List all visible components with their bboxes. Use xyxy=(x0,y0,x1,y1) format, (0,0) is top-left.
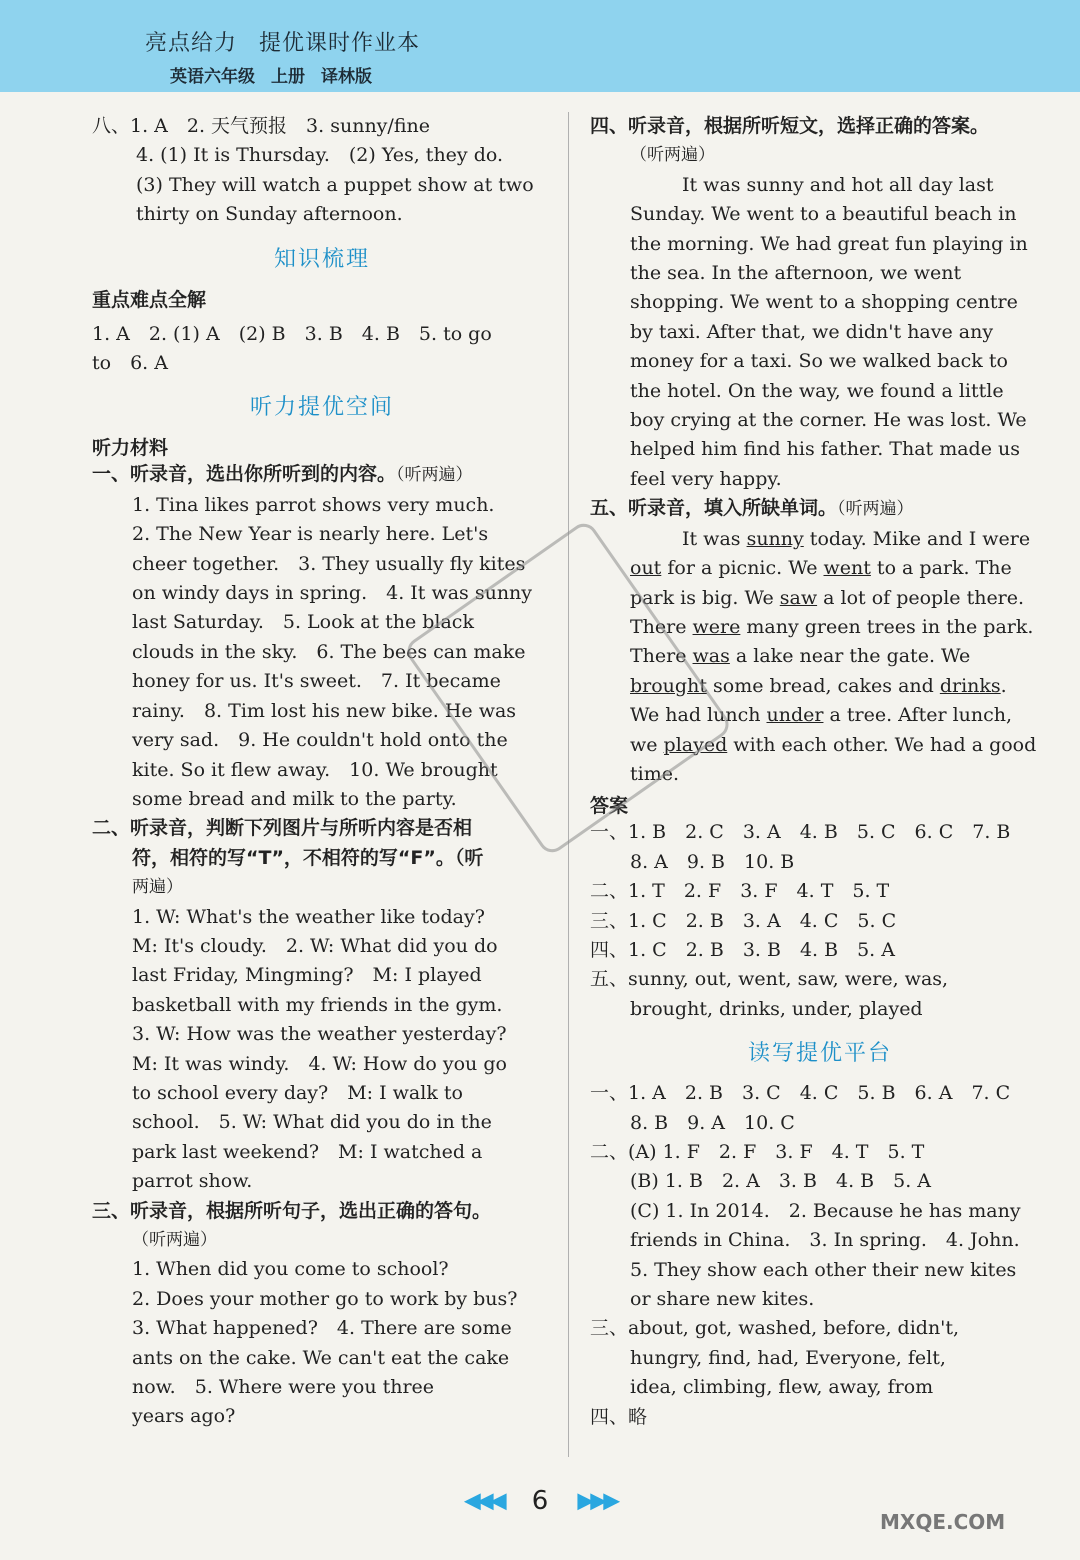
passage-line: the hotel. On the way, we found a little xyxy=(630,379,1004,402)
page-number: 6 xyxy=(531,1486,549,1516)
answer-line: 三、1. C 2. B 3. A 4. C 5. C xyxy=(590,909,897,932)
cloze-line: we played with each other. We had a good xyxy=(630,733,1037,756)
transcript-line: on windy days in spring. 4. It was sunny xyxy=(132,582,533,605)
transcript-line: last Saturday. 5. Look at the black xyxy=(132,611,474,634)
question-heading: 四、听录音，根据所听短文，选择正确的答案。 xyxy=(590,115,990,137)
transcript-line: parrot show. xyxy=(132,1170,253,1193)
series-name: 亮点给力 xyxy=(145,31,238,56)
transcript-line: honey for us. It's sweet. 7. It became xyxy=(132,670,501,693)
answer-line: 四、1. C 2. B 3. B 4. B 5. A xyxy=(590,938,895,961)
cloze-line: time. xyxy=(630,762,680,785)
book-title: 提优课时作业本 xyxy=(259,31,421,56)
subsection-title-answers: 答案 xyxy=(590,795,629,818)
passage-line: feel very happy. xyxy=(630,467,782,490)
cloze-line: There were many green trees in the park. xyxy=(630,615,1034,638)
answer-line: 4. (1) It is Thursday. (2) Yes, they do. xyxy=(136,144,504,167)
question-note: （听两遍） xyxy=(132,1230,217,1250)
answer-line: (3) They will watch a puppet show at two xyxy=(136,173,534,196)
answer-line: 一、1. A 2. B 3. C 4. C 5. B 6. A 7. C xyxy=(590,1082,1011,1105)
transcript-line: ants on the cake. We can't eat the cake xyxy=(132,1346,510,1369)
transcript-line: 3. W: How was the weather yesterday? xyxy=(132,1023,507,1046)
question-heading: 三、听录音，根据所听句子，选出正确的答句。 xyxy=(92,1199,492,1222)
watermark-logo: MXQE.COM xyxy=(880,1510,1006,1534)
question-note: （听两遍） xyxy=(630,145,715,166)
answer-line: hungry, find, had, Everyone, felt, xyxy=(630,1346,946,1369)
subsection-title-keypoints: 重点难点全解 xyxy=(92,288,207,311)
answer-line: 1. A 2. (1) A (2) B 3. B 4. B 5. to go xyxy=(92,322,492,345)
answer-line: 二、(A) 1. F 2. F 3. F 4. T 5. T xyxy=(590,1141,925,1163)
answer-line: to 6. A xyxy=(92,352,168,375)
answer-line: 八、1. A 2. 天气预报 3. sunny/fine xyxy=(92,115,430,137)
cloze-line: We had lunch under a tree. After lunch, xyxy=(630,704,1013,727)
volume-label: 上册 xyxy=(271,67,305,87)
answer-line: (B) 1. B 2. A 3. B 4. B 5. A xyxy=(630,1170,931,1193)
passage-line: It was sunny and hot all day last xyxy=(682,173,994,196)
transcript-line: to school every day? M: I walk to xyxy=(132,1081,463,1104)
header-title-line xyxy=(145,26,442,57)
question-heading-cont: 符，相符的写“T”，不相符的写“F”。（听 xyxy=(132,846,484,869)
answer-line: brought, drinks, under, played xyxy=(630,997,923,1020)
transcript-line: M: It was windy. 4. W: How do you go xyxy=(132,1052,507,1075)
answer-line: 8. A 9. B 10. B xyxy=(630,850,795,873)
passage-line: the morning. We had great fun playing in xyxy=(630,232,1028,255)
question-heading: 五、听录音，填入所缺单词。（听两遍） xyxy=(590,497,914,520)
transcript-line: rainy. 8. Tim lost his new bike. He was xyxy=(132,699,517,722)
answer-line: thirty on Sunday afternoon. xyxy=(136,203,403,226)
cloze-line: park is big. We saw a lot of people there. xyxy=(630,586,1025,609)
edition-label: 译林版 xyxy=(321,67,372,87)
passage-line: shopping. We went to a shopping centre xyxy=(630,291,1018,314)
transcript-line: last Friday, Mingming? M: I played xyxy=(132,964,482,987)
answer-line: 五、sunny, out, went, saw, were, was, xyxy=(590,968,949,991)
cloze-line: There was a lake near the gate. We xyxy=(630,645,971,668)
answer-line: friends in China. 3. In spring. 4. John. xyxy=(630,1229,1020,1252)
cloze-line: out for a picnic. We went to a park. The xyxy=(630,557,1012,580)
transcript-line: 1. Tina likes parrot shows very much. xyxy=(132,493,495,516)
passage-line: money for a taxi. So we walked back to xyxy=(630,350,1008,373)
transcript-line: some bread and milk to the party. xyxy=(132,787,457,810)
question-heading: 一、听录音，选出你所听到的内容。（听两遍） xyxy=(92,463,473,486)
answer-line: 8. B 9. A 10. C xyxy=(630,1111,795,1134)
cloze-line: brought some bread, cakes and drinks. xyxy=(630,674,1007,697)
transcript-line: kite. So it flew away. 10. We brought xyxy=(132,758,498,781)
answer-line: 四、略 xyxy=(590,1405,648,1428)
answer-line: 三、about, got, washed, before, didn't, xyxy=(590,1317,960,1340)
transcript-line: clouds in the sky. 6. The bees can make xyxy=(132,640,526,663)
header-subtitle-line xyxy=(170,62,388,87)
answer-line: idea, climbing, flew, away, from xyxy=(630,1376,934,1399)
transcript-line: now. 5. Where were you three xyxy=(132,1376,435,1399)
page-header xyxy=(0,0,1080,92)
passage-line: by taxi. After that, we didn't have any xyxy=(630,320,994,343)
passage-line: Sunday. We went to a beautiful beach in xyxy=(630,203,1017,226)
next-arrows-icon: ▶▶▶ xyxy=(577,1488,617,1514)
subject-label: 英语六年级 xyxy=(170,67,255,87)
transcript-line: 3. What happened? 4. There are some xyxy=(132,1317,512,1340)
transcript-line: 1. W: What's the weather like today? xyxy=(132,905,485,928)
answer-line: 二、1. T 2. F 3. F 4. T 5. T xyxy=(590,880,890,903)
answer-line: (C) 1. In 2014. 2. Because he has many xyxy=(630,1199,1021,1222)
passage-line: the sea. In the afternoon, we went xyxy=(630,262,962,285)
section-title-knowledge: 知识梳理 xyxy=(273,246,370,272)
transcript-line: very sad. 9. He couldn't hold onto the xyxy=(132,729,508,752)
section-title-listening: 听力提优空间 xyxy=(249,395,394,421)
question-heading: 二、听录音，判断下列图片与所听内容是否相 xyxy=(92,817,473,840)
passage-line: boy crying at the corner. He was lost. We xyxy=(630,409,1027,432)
transcript-line: cheer together. 3. They usually fly kites xyxy=(132,552,526,575)
transcript-line: years ago? xyxy=(132,1405,236,1428)
answer-line: or share new kites. xyxy=(630,1288,815,1311)
transcript-line: 1. When did you come to school? xyxy=(132,1258,449,1281)
passage-line: helped him find his father. That made us xyxy=(630,438,1020,461)
left-column xyxy=(92,112,552,1432)
transcript-line: 2. Does your mother go to work by bus? xyxy=(132,1287,518,1310)
transcript-line: M: It's cloudy. 2. W: What did you do xyxy=(132,934,498,957)
answer-line: 一、1. B 2. C 3. A 4. B 5. C 6. C 7. B xyxy=(590,821,1011,844)
answer-line: 5. They show each other their new kites xyxy=(630,1258,1017,1281)
transcript-line: school. 5. W: What did you do in the xyxy=(132,1111,492,1134)
prev-arrows-icon: ◀◀◀ xyxy=(463,1488,503,1514)
transcript-line: basketball with my friends in the gym. xyxy=(132,993,503,1016)
transcript-line: 2. The New Year is nearly here. Let's xyxy=(132,523,489,546)
section-title-reading-writing: 读写提优平台 xyxy=(747,1041,892,1067)
transcript-line: park last weekend? M: I watched a xyxy=(132,1140,483,1163)
question-heading-cont: 两遍） xyxy=(132,877,183,898)
subsection-title-material: 听力材料 xyxy=(92,437,169,460)
cloze-line: It was sunny today. Mike and I were xyxy=(682,527,1031,550)
